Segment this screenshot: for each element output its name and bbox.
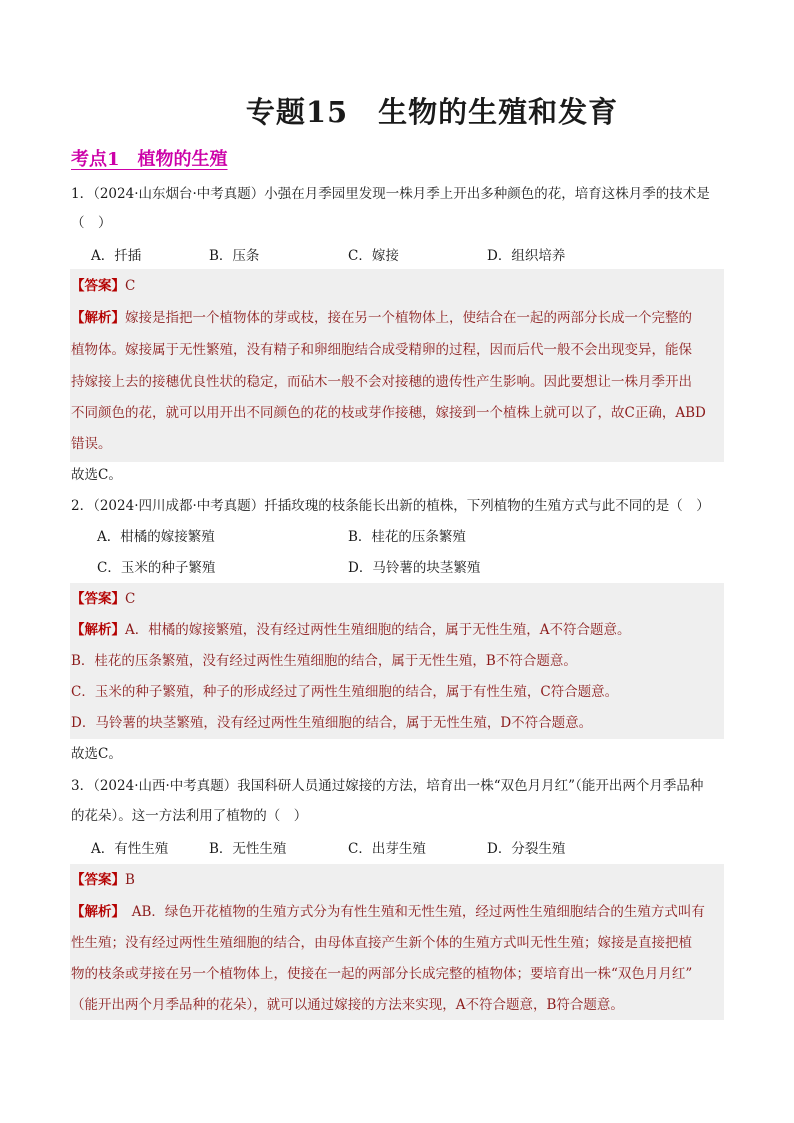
q3-analysis-line-4: （能开出两个月季品种的花朵），就可以通过嫁接的方法来实现，A不符合题意，B符合题意。 [71, 997, 624, 1013]
q1-option-b: B．压条 [209, 248, 260, 264]
q1-analysis-text-1: 嫁接是指把一个植物体的芽或枝，接在另一个植物体上，使结合在一起的两部分长成一个完整的 [125, 310, 692, 326]
q3-analysis-line-2: 性生殖；没有经过两性生殖细胞的结合，由母体直接产生新个体的生殖方式叫无性生殖；嫁接是直接把植 [71, 935, 692, 951]
q2-analysis-line-4: D．马铃薯的块茎繁殖，没有经过两性生殖细胞的结合，属于无性生殖，D不符合题意。 [71, 715, 593, 731]
q3-answer-value: B [125, 872, 135, 888]
q1-analysis-line-5: 错误。 [71, 436, 112, 452]
q1-analysis-line-4: 不同颜色的花，就可以用开出不同颜色的花的枝或芽作接穗，嫁接到一个植株上就可以了，故C正确，ABD [71, 405, 706, 421]
q2-option-a: A．柑橘的嫁接繁殖 [97, 529, 215, 545]
q2-analysis-line-2: B．桂花的压条繁殖，没有经过两性生殖细胞的结合，属于无性生殖，B不符合题意。 [71, 653, 577, 669]
q1-stem-line-2: （ ） [71, 215, 112, 231]
q1-stem-line-1: 1．（2024·山东烟台·中考真题）小强在月季园里发现一株月季上开出多种颜色的花，培育这株月季的技术是 [71, 186, 710, 202]
q1-analysis-line-2: 植物体。嫁接属于无性繁殖，没有精子和卵细胞结合成受精卵的过程，因而后代一般不会出现变异，能保 [71, 342, 692, 358]
q2-final: 故选C。 [71, 746, 122, 762]
q2-analysis-line-1 [71, 620, 631, 640]
q3-analysis-line-1 [71, 902, 705, 922]
q1-answer [71, 276, 135, 296]
q3-option-c: C．出芽生殖 [348, 841, 426, 857]
q2-analysis-text-1: A．柑橘的嫁接繁殖，没有经过两性生殖细胞的结合，属于无性生殖，A不符合题意。 [125, 622, 631, 638]
q3-analysis-line-3: 物的枝条或芽接在另一个植物体上，使接在一起的两部分长成完整的植物体；要培育出一株“双色月月红” [71, 966, 693, 982]
analysis-tag: 【解析】 [71, 310, 125, 326]
analysis-tag: 【解析】 [71, 904, 119, 920]
q2-option-b: B．桂花的压条繁殖 [348, 529, 466, 545]
q2-option-c: C．玉米的种子繁殖 [97, 560, 216, 576]
q1-answer-value: C [125, 278, 136, 294]
q1-option-a: A．扦插 [91, 248, 142, 264]
q3-answer [71, 870, 135, 890]
q1-option-c: C．嫁接 [348, 248, 399, 264]
answer-tag: 【答案】 [71, 278, 125, 294]
analysis-tag: 【解析】 [71, 622, 125, 638]
q2-answer [71, 589, 135, 609]
answer-tag: 【答案】 [71, 591, 125, 607]
q3-option-a: A．有性生殖 [91, 841, 169, 857]
q2-analysis-line-3: C．玉米的种子繁殖，种子的形成经过了两性生殖细胞的结合，属于有性生殖，C符合题意。 [71, 684, 619, 700]
q2-option-d: D．马铃薯的块茎繁殖 [348, 560, 481, 576]
q1-final: 故选C。 [71, 467, 122, 483]
q3-option-d: D．分裂生殖 [487, 841, 566, 857]
q1-solution-box [70, 269, 724, 462]
q1-analysis-line-1 [71, 308, 692, 328]
page-title: 专题15 生物的生殖和发育 [245, 95, 619, 129]
q3-stem-line-2: 的花朵）。这一方法利用了植物的（ ） [71, 808, 308, 824]
q3-analysis-text-1: AB．绿色开花植物的生殖方式分为有性生殖和无性生殖，经过两性生殖细胞结合的生殖方式叫有 [118, 904, 705, 920]
answer-tag: 【答案】 [71, 872, 125, 888]
q3-option-b: B．无性生殖 [209, 841, 287, 857]
q2-stem-line-1: 2．（2024·四川成都·中考真题）扦插玫瑰的枝条能长出新的植株，下列植物的生殖方式与此不同的是（ ） [71, 498, 710, 514]
section-heading: 考点1 植物的生殖 [71, 149, 228, 170]
q1-option-d: D．组织培养 [487, 248, 566, 264]
q3-stem-line-1: 3．（2024·山西·中考真题）我国科研人员通过嫁接的方法，培育出一株“双色月月红”（能开出两个月季品种 [71, 778, 704, 794]
q2-answer-value: C [125, 591, 136, 607]
q1-analysis-line-3: 持嫁接上去的接穗优良性状的稳定，而砧木一般不会对接穗的遗传性产生影响。因此要想让一株月季开出 [71, 374, 692, 390]
